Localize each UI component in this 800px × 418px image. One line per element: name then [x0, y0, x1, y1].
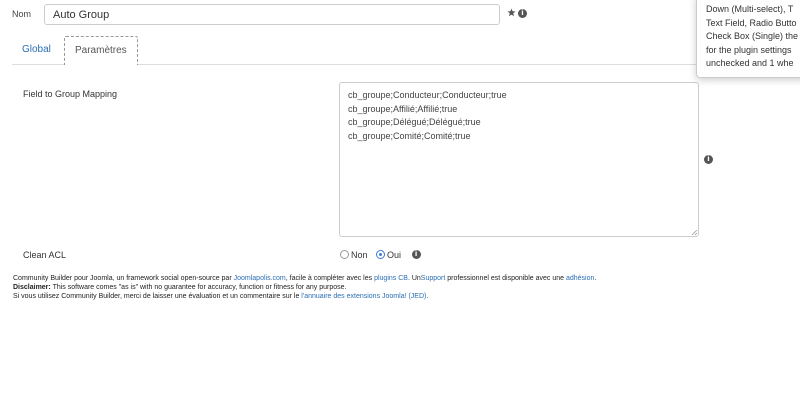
info-icon[interactable]: i — [412, 250, 421, 259]
tooltip-line: unchecked and 1 whe — [706, 58, 794, 68]
radio-label-oui: Oui — [387, 249, 402, 260]
footer-text: , facile à compléter avec les — [285, 275, 375, 282]
info-icon[interactable]: i — [518, 9, 527, 18]
tooltip-line: Check Box (Single) the — [706, 31, 799, 41]
tab-global[interactable]: Global — [22, 44, 51, 55]
tab-parametres[interactable]: Paramètres — [64, 36, 138, 65]
tooltip-popup — [696, 0, 800, 78]
footer-text: Si vous utilisez Community Builder, merci de laisser une évaluation et un commentaire sur le — [13, 293, 302, 300]
plugins-cb-link[interactable]: plugins CB — [374, 275, 408, 282]
tooltip-line: Text Field, Radio Butto — [706, 17, 797, 28]
clean-acl-label: Clean ACL — [23, 250, 67, 260]
footer-text: . — [426, 293, 429, 300]
resize-grip-icon[interactable] — [690, 228, 698, 236]
clean-acl-radio-group — [340, 249, 421, 261]
disclaimer-text: This software comes "as is" with no guarantee for accuracy, function or fitness for any purpose. — [50, 284, 347, 291]
footer-line-2 — [13, 283, 596, 292]
radio-label-non: Non — [351, 249, 368, 260]
tab-bar — [12, 36, 700, 65]
field-to-group-mapping-textarea[interactable] — [339, 82, 699, 237]
field-to-group-mapping-label: Field to Group Mapping — [23, 89, 118, 99]
footer-text: Community Builder pour Joomla, un framework social open-source par — [13, 275, 234, 282]
tooltip-line: for the plugin settings — [706, 44, 792, 55]
name-input[interactable] — [44, 4, 500, 25]
adhesion-link[interactable]: adhésion — [565, 275, 595, 282]
joomlapolis-link[interactable]: Joomlapolis.com — [233, 275, 286, 282]
clean-acl-radio-oui[interactable] — [376, 250, 385, 259]
disclaimer-label: Disclaimer: — [13, 284, 51, 291]
star-icon[interactable] — [507, 8, 516, 19]
footer-line-3 — [13, 292, 596, 301]
support-link[interactable]: Support — [420, 275, 446, 282]
footer-text: . Un — [407, 275, 421, 282]
clean-acl-radio-non[interactable] — [340, 250, 349, 259]
jed-link[interactable]: l'annuaire des extensions Joomla! (JED) — [301, 293, 427, 300]
footer — [13, 274, 596, 301]
info-icon[interactable]: i — [704, 155, 713, 164]
footer-text: professionnel est disponible avec une — [445, 275, 566, 282]
tooltip-line: Down (Multi-select), T — [706, 4, 794, 14]
name-label: Nom — [12, 9, 32, 19]
footer-text: . — [594, 275, 597, 282]
footer-line-1 — [13, 274, 596, 283]
